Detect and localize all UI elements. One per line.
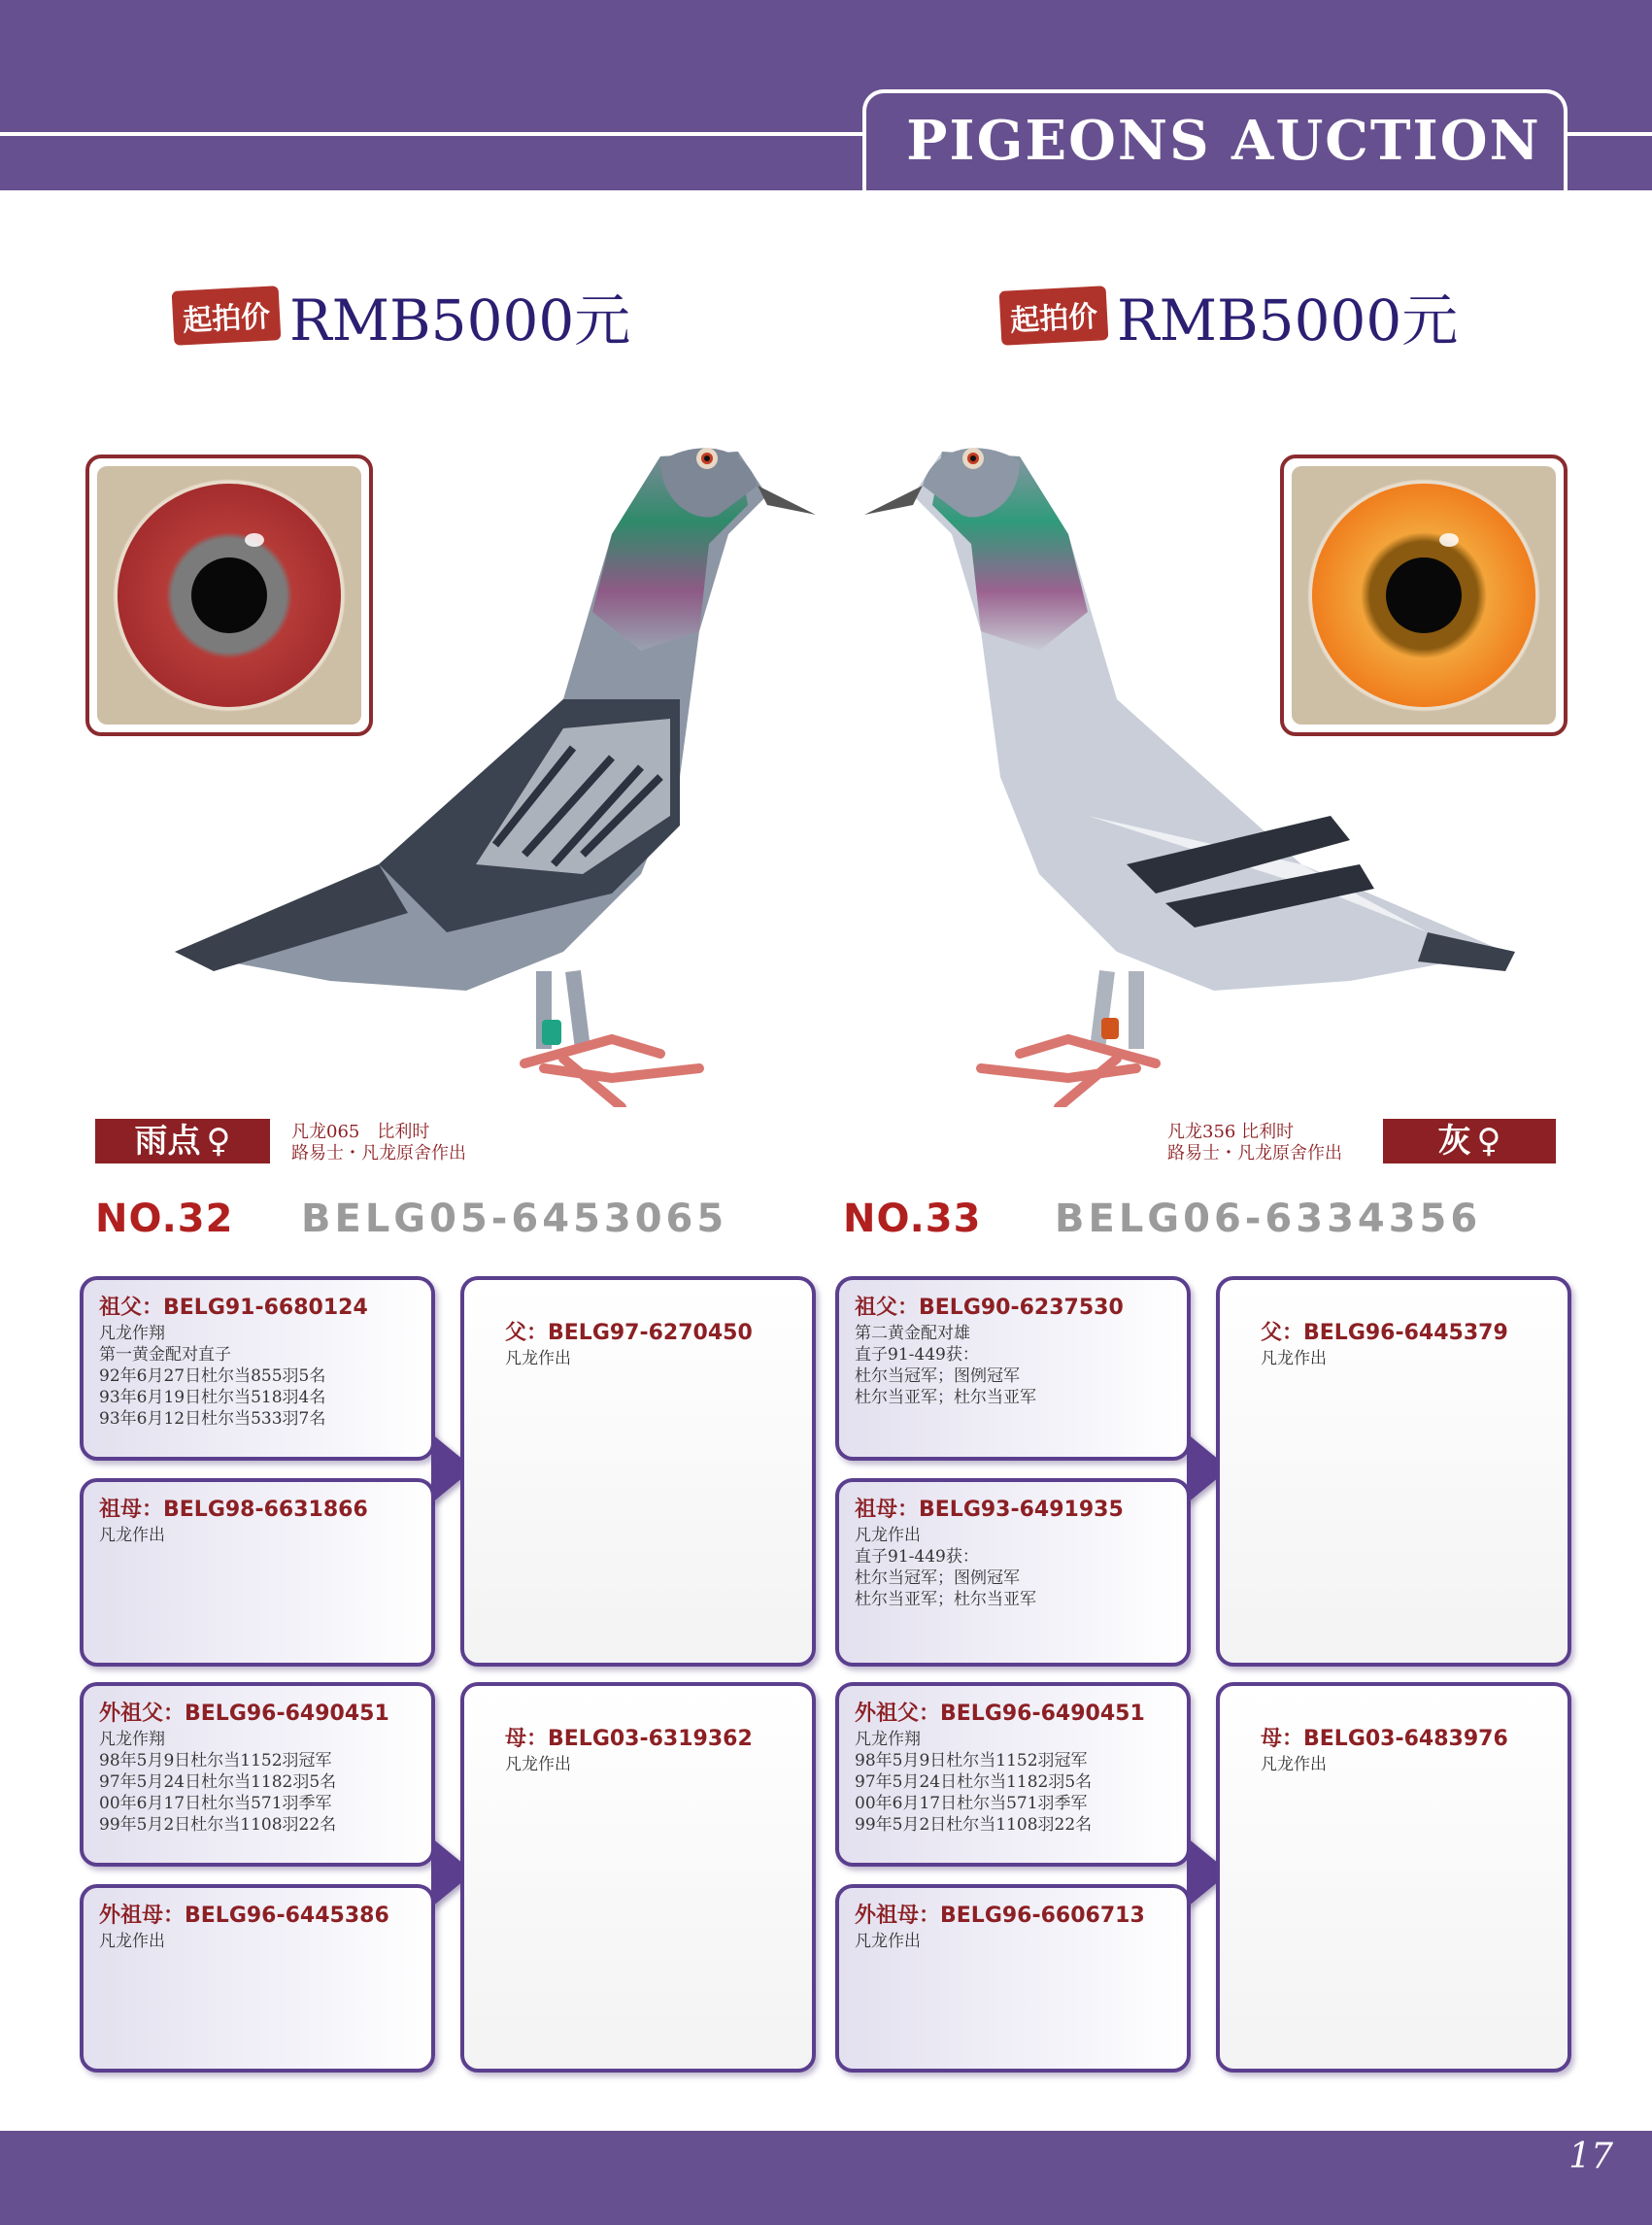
right-breeder-line-1: 凡龙356 比利时: [1167, 1122, 1295, 1142]
pedigree-line: 凡龙作出: [855, 1526, 921, 1545]
right-maternal-grandmother-box: [835, 1884, 1191, 2073]
pedigree-line: 00年6月17日杜尔当571羽季军: [855, 1794, 1088, 1813]
pedigree-line: 凡龙作出: [1261, 1349, 1327, 1368]
right-lot-number: NO.33: [843, 1197, 982, 1241]
pedigree-line: 97年5月24日杜尔当1182羽5名: [855, 1772, 1093, 1792]
left-maternal-grandfather-title: 外祖父：BELG96-6490451: [99, 1702, 389, 1726]
left-pigeon-photo: [155, 408, 835, 1107]
pedigree-line: 杜尔当冠军；图例冠军: [855, 1568, 1020, 1588]
right-grandfather-title: 祖父：BELG90-6237530: [855, 1296, 1124, 1320]
pedigree-line: 99年5月2日杜尔当1108羽22名: [855, 1815, 1093, 1835]
right-pigeon-photo: [845, 408, 1525, 1107]
footer-bar: [0, 2131, 1652, 2225]
page-title: PIGEONS AUCTION: [906, 109, 1541, 173]
left-maternal-grandmother-title: 外祖母：BELG96-6445386: [99, 1904, 389, 1928]
pedigree-line: 92年6月27日杜尔当855羽5名: [99, 1366, 326, 1386]
right-maternal-grandmother-title: 外祖母：BELG96-6606713: [855, 1904, 1145, 1928]
left-name-tag: [95, 1119, 270, 1163]
right-father-title: 父：BELG96-6445379: [1261, 1321, 1508, 1345]
pedigree-line: 凡龙作出: [505, 1755, 571, 1774]
right-maternal-grandfather-title: 外祖父：BELG96-6490451: [855, 1702, 1145, 1726]
left-grandfather-title: 祖父：BELG91-6680124: [99, 1296, 368, 1320]
left-price-tag: 起拍价: [172, 286, 282, 346]
left-father-box: [460, 1276, 816, 1667]
right-breeder-note: [1167, 1122, 1342, 1164]
right-maternal-grandfather-box: [835, 1682, 1191, 1867]
pedigree-line: 第二黄金配对雄: [855, 1324, 970, 1343]
left-lot-number: NO.32: [95, 1197, 234, 1241]
left-grandmother-title: 祖母：BELG98-6631866: [99, 1498, 368, 1522]
right-name-tag: [1383, 1119, 1556, 1163]
left-mother-title: 母：BELG03-6319362: [505, 1727, 753, 1751]
right-grandmother-title: 祖母：BELG93-6491935: [855, 1498, 1124, 1522]
left-maternal-grandfather-box: [80, 1682, 435, 1867]
pedigree-line: 凡龙作翔: [855, 1730, 921, 1749]
left-price-value: RMB5000元: [289, 287, 631, 354]
right-mother-box: [1216, 1682, 1571, 2073]
left-price: [173, 282, 631, 354]
right-price-value: RMB5000元: [1117, 287, 1459, 354]
right-ring-number: BELG06-6334356: [1055, 1197, 1482, 1241]
pedigree-line: 直子91-449获：: [855, 1547, 979, 1567]
left-maternal-grandmother-box: [80, 1884, 435, 2073]
left-grandfather-box: [80, 1276, 435, 1461]
left-father-title: 父：BELG97-6270450: [505, 1321, 753, 1345]
pedigree-line: 凡龙作出: [99, 1526, 165, 1545]
female-symbol-icon: ♀: [206, 1122, 231, 1161]
left-name: 雨点: [134, 1122, 201, 1161]
pedigree-line: 第一黄金配对直子: [99, 1345, 231, 1365]
pedigree-line: 凡龙作翔: [99, 1324, 165, 1343]
pedigree-line: 凡龙作出: [505, 1349, 571, 1368]
left-breeder-line-1: 凡龙065 比利时: [291, 1122, 430, 1142]
right-grandmother-box: [835, 1478, 1191, 1667]
left-grandmother-box: [80, 1478, 435, 1667]
pedigree-line: 杜尔当亚军；杜尔当亚军: [855, 1388, 1036, 1407]
pedigree-line: 凡龙作出: [1261, 1755, 1327, 1774]
right-price: [1000, 282, 1459, 354]
pedigree-line: 杜尔当冠军；图例冠军: [855, 1366, 1020, 1386]
left-breeder-note: [291, 1122, 466, 1164]
pedigree-line: 00年6月17日杜尔当571羽季军: [99, 1794, 332, 1813]
left-ring-number: BELG05-6453065: [301, 1197, 728, 1241]
pedigree-line: 凡龙作翔: [99, 1730, 165, 1749]
female-symbol-icon: ♀: [1476, 1122, 1501, 1161]
right-father-box: [1216, 1276, 1571, 1667]
right-grandfather-box: [835, 1276, 1191, 1461]
pedigree-line: 凡龙作出: [99, 1932, 165, 1951]
right-price-tag: 起拍价: [999, 286, 1109, 346]
left-breeder-line-2: 路易士・凡龙原舍作出: [291, 1143, 466, 1163]
pedigree-line: 杜尔当亚军；杜尔当亚军: [855, 1590, 1036, 1609]
pedigree-line: 93年6月12日杜尔当533羽7名: [99, 1409, 326, 1429]
right-mother-title: 母：BELG03-6483976: [1261, 1727, 1508, 1751]
pedigree-line: 97年5月24日杜尔当1182羽5名: [99, 1772, 337, 1792]
pedigree-line: 93年6月19日杜尔当518羽4名: [99, 1388, 326, 1407]
pedigree-line: 直子91-449获：: [855, 1345, 979, 1365]
right-name: 灰: [1437, 1122, 1471, 1161]
pedigree-line: 凡龙作出: [855, 1932, 921, 1951]
pedigree-line: 99年5月2日杜尔当1108羽22名: [99, 1815, 337, 1835]
right-breeder-line-2: 路易士・凡龙原舍作出: [1167, 1143, 1342, 1163]
left-mother-box: [460, 1682, 816, 2073]
pedigree-line: 98年5月9日杜尔当1152羽冠军: [99, 1751, 332, 1770]
pedigree-line: 98年5月9日杜尔当1152羽冠军: [855, 1751, 1088, 1770]
page-number: 17: [1568, 2137, 1613, 2176]
